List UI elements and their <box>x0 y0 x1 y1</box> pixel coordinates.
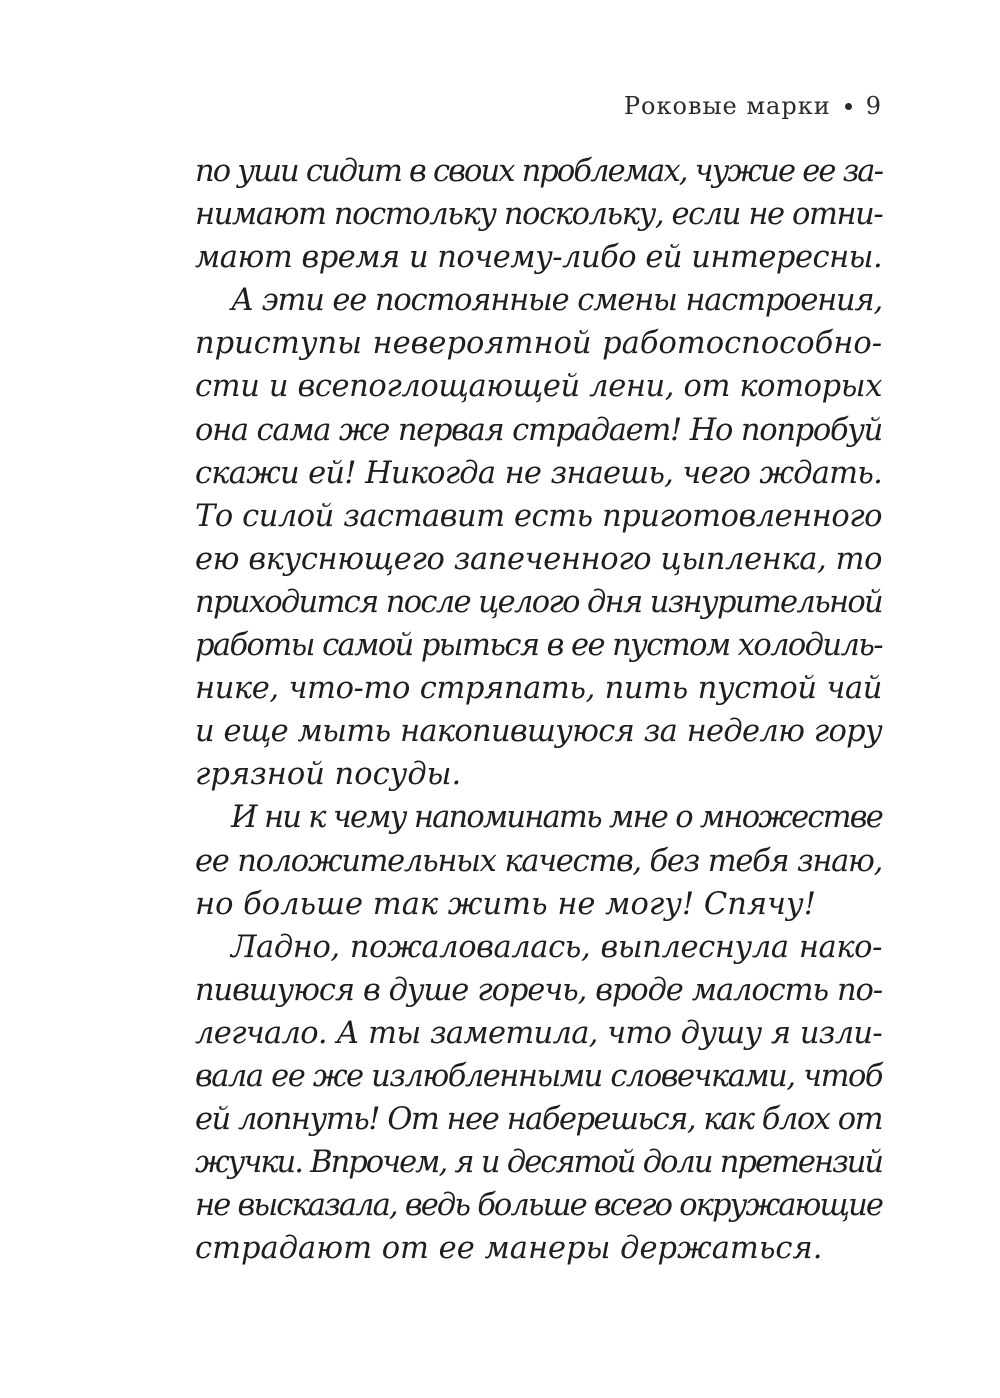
running-header <box>624 92 882 120</box>
text-line: Ладно, пожаловалась, выплеснула нако- <box>231 929 882 965</box>
page-number: 9 <box>865 92 882 120</box>
text-line: приходится после целого дня изнурительной <box>195 584 882 620</box>
text-line: вала ее же излюбленными словечками, чтоб <box>195 1058 882 1094</box>
text-line: легчало. А ты заметила, что душу я изли- <box>195 1015 882 1051</box>
text-line: мают время и почему-либо ей интересны. <box>195 240 883 276</box>
text-line: ее положительных качеств, без тебя знаю, <box>195 843 882 879</box>
text-line: И ни к чему напоминать мне о множестве <box>231 800 882 836</box>
text-line: жучки. Впрочем, я и десятой доли претензий <box>195 1145 882 1181</box>
paragraph <box>195 279 882 796</box>
text-line: грязной посуды. <box>195 757 462 793</box>
body-text <box>195 150 882 1270</box>
paragraph <box>195 796 882 925</box>
paragraph <box>195 150 882 279</box>
text-line: страдают от ее манеры держаться. <box>195 1231 823 1267</box>
text-line: она сама же первая страдает! Но попробуй <box>195 412 882 448</box>
text-line: То силой заставит есть приготовленного <box>195 498 882 534</box>
text-line: не высказала, ведь больше всего окружающие <box>195 1188 882 1224</box>
bullet-separator-icon <box>845 103 852 110</box>
text-line: ей лопнуть! От нее наберешься, как блох от <box>195 1102 882 1138</box>
text-line: нике, что-то стряпать, пить пустой чай <box>195 671 882 707</box>
text-line: и еще мыть накопившуюся за неделю гору <box>195 714 882 750</box>
book-title: Роковые марки <box>623 92 831 120</box>
text-line: сти и всепоглощающей лени, от которых <box>195 369 882 405</box>
text-line: скажи ей! Никогда не знаешь, чего ждать. <box>195 455 882 491</box>
text-line: А эти ее постоянные смены настроения, <box>231 283 882 319</box>
paragraph <box>195 926 882 1271</box>
text-line: нимают постольку поскольку, если не отни- <box>195 197 883 233</box>
text-line: но больше так жить не могу! Спячу! <box>195 886 816 922</box>
text-line: приступы невероятной работоспособно- <box>195 326 882 362</box>
text-line: работы самой рыться в ее пустом холодиль- <box>195 628 882 664</box>
text-line: ею вкуснющего запеченного цыпленка, то <box>195 541 883 577</box>
text-line: пившуюся в душе горечь, вроде малость по- <box>195 972 882 1008</box>
text-line: по уши сидит в своих проблемах, чужие ее за- <box>195 154 882 189</box>
